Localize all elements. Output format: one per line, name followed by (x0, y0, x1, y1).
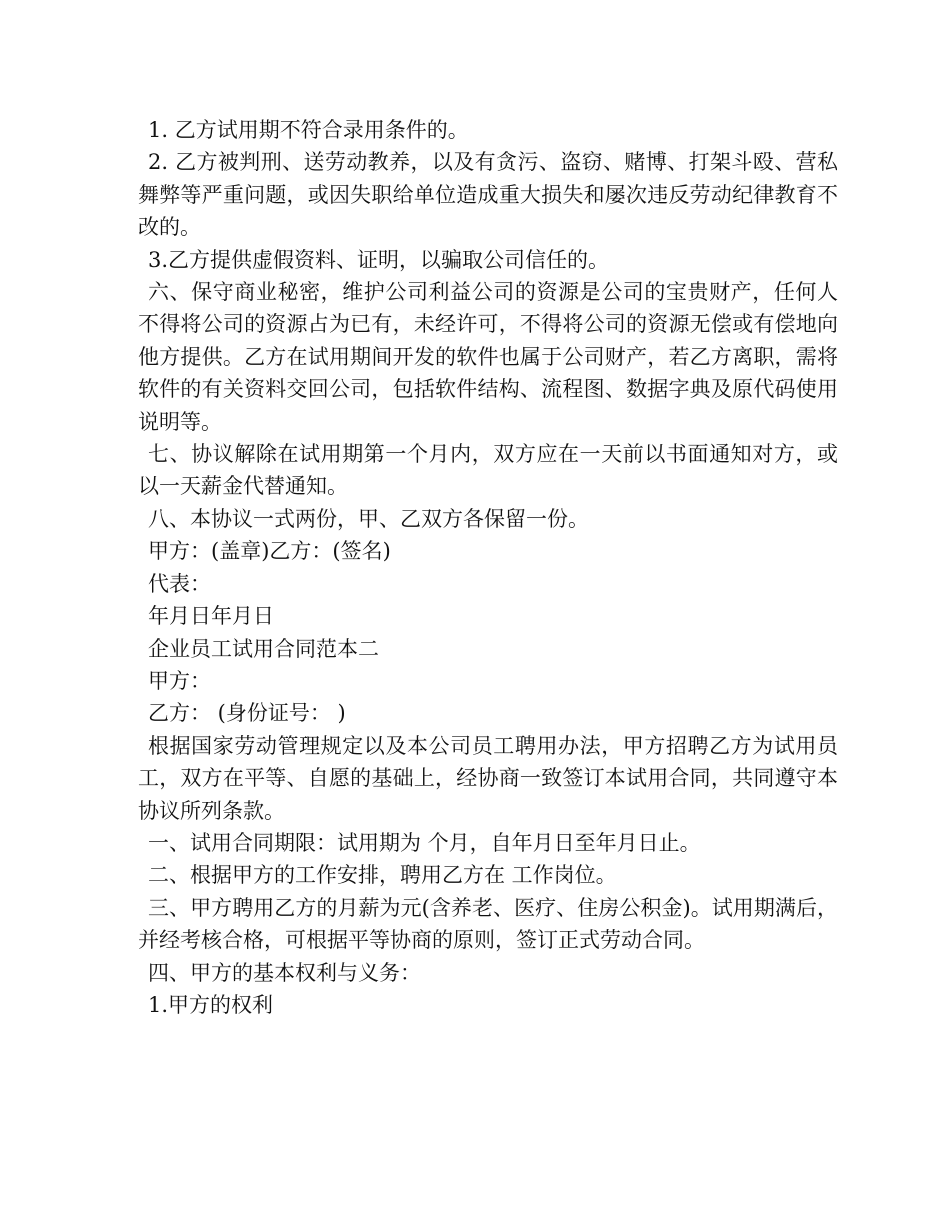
paragraph: 三、甲方聘用乙方的月薪为元(含养老、医疗、住房公积金)。试用期满后，并经考核合格，可根据平等协商的原则，签订正式劳动合同。 (138, 895, 838, 953)
paragraph: 根据国家劳动管理规定以及本公司员工聘用办法，甲方招聘乙方为试用员工，双方在平等、自愿的基础上，经协商一致签订本试用合同，共同遵守本协议所列条款。 (138, 733, 838, 823)
party-a-line: 甲方： (148, 668, 211, 693)
section-title: 企业员工试用合同范本二 (148, 636, 379, 661)
paragraph: 1. 乙方试用期不符合录用条件的。 (148, 118, 469, 142)
date-line: 年月日年月日 (148, 604, 274, 629)
paragraph: 八、本协议一式两份，甲、乙双方各保留一份。 (148, 506, 589, 531)
paragraph: 二、根据甲方的工作安排，聘用乙方在 工作岗位。 (148, 863, 617, 888)
party-b-line: 乙方： (身份证号： ) (148, 701, 346, 726)
signature-line: 甲方：(盖章)乙方：(签名) (148, 539, 391, 564)
paragraph: 3.乙方提供虚假资料、证明，以骗取公司信任的。 (148, 247, 610, 272)
paragraph: 四、甲方的基本权利与义务： (148, 960, 421, 985)
paragraph: 七、协议解除在试用期第一个月内，双方应在一天前以书面通知对方，或以一天薪金代替通知。 (138, 442, 838, 499)
paragraph: 1.甲方的权利 (148, 992, 274, 1017)
paragraph: 2. 乙方被判刑、送劳动教养，以及有贪污、盗窃、赌博、打架斗殴、营私舞弊等严重问题，或因失职给单位造成重大损失和屡次违反劳动纪律教育不改的。 (138, 150, 838, 240)
paragraph: 一、试用合同期限：试用期为 个月，自年月日至年月日止。 (148, 830, 701, 855)
paragraph: 六、保守商业秘密，维护公司利益公司的资源是公司的宝贵财产，任何人不得将公司的资源占为已有，未经许可，不得将公司的资源无偿或有偿地向他方提供。乙方在试用期间开发的软件也属于公司财产，若乙方离职，需将软件的有关资料交回公司，包括软件结构、流程图、数据字典及原代码使用说明等。 (138, 280, 838, 434)
document-body (138, 114, 838, 1021)
representative-line: 代表： (148, 571, 211, 596)
